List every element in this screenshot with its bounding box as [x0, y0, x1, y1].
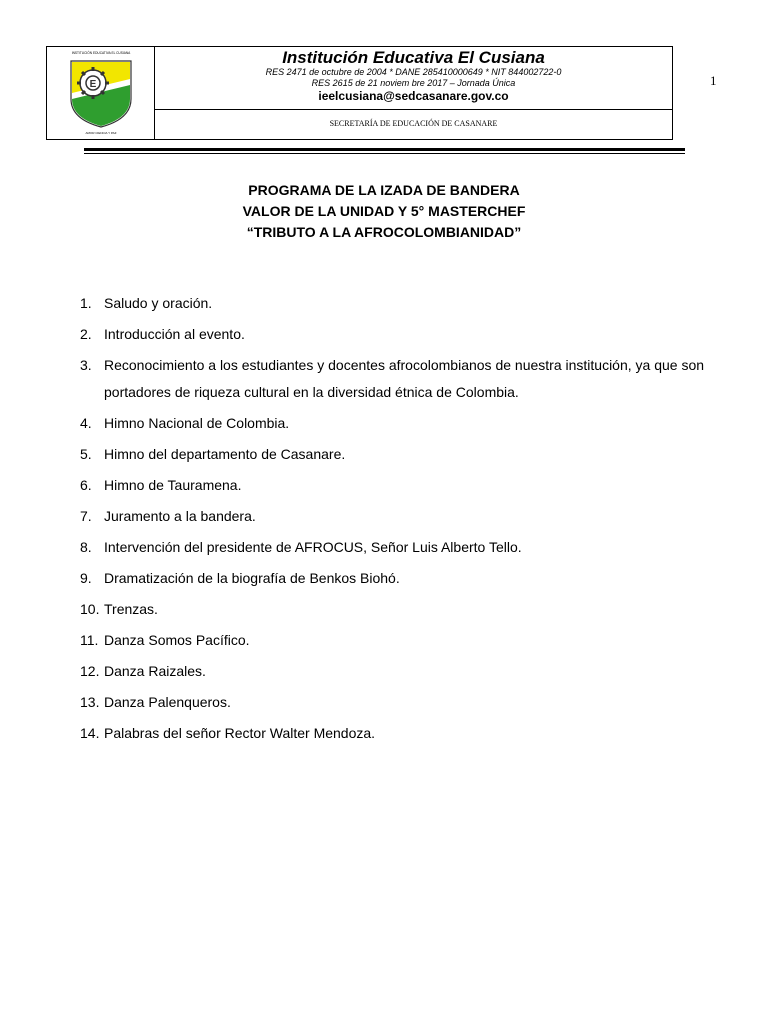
program-item-text: Dramatización de la biografía de Benkos Biohó.: [104, 570, 400, 586]
program-item: [80, 290, 730, 317]
logo-cell: [47, 47, 155, 139]
header-info: [155, 47, 672, 139]
resolution-line-2: RES 2615 de 21 noviem bre 2017 – Jornada Única: [311, 78, 516, 88]
secretaria-label: SECRETARÍA DE EDUCACIÓN DE CASANARE: [329, 119, 498, 128]
program-item-text: Danza Palenqueros.: [104, 694, 231, 710]
program-item-number: 14.: [80, 725, 100, 741]
program-item-number: 3.: [80, 357, 92, 373]
header-divider-thin: [84, 153, 685, 154]
program-item-text: Himno de Tauramena.: [104, 477, 242, 493]
school-crest-icon: [65, 49, 137, 135]
program-item-number: 6.: [80, 477, 92, 493]
program-item-number: 7.: [80, 508, 92, 524]
institution-email: ieelcusiana@sedcasanare.gov.co: [318, 89, 509, 103]
program-item-text: Reconocimiento a los estudiantes y docentes afrocolombianos de nuestra institución, ya que son portadores de riqueza cultural en la diversidad étnica de Colombia.: [104, 357, 705, 400]
program-item-text: Palabras del señor Rector Walter Mendoza.: [104, 725, 376, 741]
program-item-number: 5.: [80, 446, 92, 462]
header-info-top: [155, 47, 672, 110]
program-item-number: 9.: [80, 570, 92, 586]
resolution-line-1: RES 2471 de octubre de 2004 * DANE 285410000649 * NIT 844002722-0: [265, 67, 562, 77]
program-item-text: Himno Nacional de Colombia.: [104, 415, 290, 431]
program-item: [80, 321, 730, 348]
program-item: [80, 472, 730, 499]
header-divider-thick: [84, 148, 685, 151]
title-line-2: VALOR DE LA UNIDAD Y 5° MASTERCHEF: [242, 203, 526, 219]
program-item-text: Introducción al evento.: [104, 326, 245, 342]
program-item-text: Danza Raizales.: [104, 663, 206, 679]
program-item-text: Himno del departamento de Casanare.: [104, 446, 346, 462]
letterhead: [46, 46, 673, 140]
program-item-number: 11.: [80, 632, 99, 648]
program-item: [80, 627, 730, 654]
program-item-text: Danza Somos Pacífico.: [104, 632, 250, 648]
program-item-number: 12.: [80, 663, 100, 679]
program-item: [80, 352, 730, 406]
program-item-number: 1.: [80, 295, 92, 311]
program-item-number: 13.: [80, 694, 100, 710]
svg-text:E: E: [89, 79, 97, 90]
crest-bottom-text: AMOR CIENCIA Y PAZ: [85, 131, 117, 135]
program-item: [80, 658, 730, 685]
document-title: [0, 180, 768, 243]
program-item: [80, 596, 730, 623]
program-item: [80, 720, 730, 747]
program-item-text: Juramento a la bandera.: [104, 508, 256, 524]
program-item-number: 10.: [80, 601, 100, 617]
program-item: [80, 565, 730, 592]
title-line-1: PROGRAMA DE LA IZADA DE BANDERA: [248, 182, 520, 198]
page-number: 1: [710, 73, 717, 88]
program-item: [80, 689, 730, 716]
program-item: [80, 410, 730, 437]
program-item-number: 8.: [80, 539, 92, 555]
institution-name: Institución Educativa El Cusiana: [282, 48, 545, 67]
title-line-3: “TRIBUTO A LA AFROCOLOMBIANIDAD”: [246, 224, 522, 240]
program-list: [80, 290, 730, 751]
program-item-text: Trenzas.: [104, 601, 158, 617]
program-item-text: Saludo y oración.: [104, 295, 213, 311]
program-item: [80, 441, 730, 468]
program-item-text: Intervención del presidente de AFROCUS, Señor Luis Alberto Tello.: [104, 539, 522, 555]
program-item-number: 4.: [80, 415, 92, 431]
program-item: [80, 534, 730, 561]
program-item-number: 2.: [80, 326, 92, 342]
crest-top-text: INSTITUCIÓN EDUCATIVA EL CUSIANA: [71, 51, 131, 55]
program-item: [80, 503, 730, 530]
